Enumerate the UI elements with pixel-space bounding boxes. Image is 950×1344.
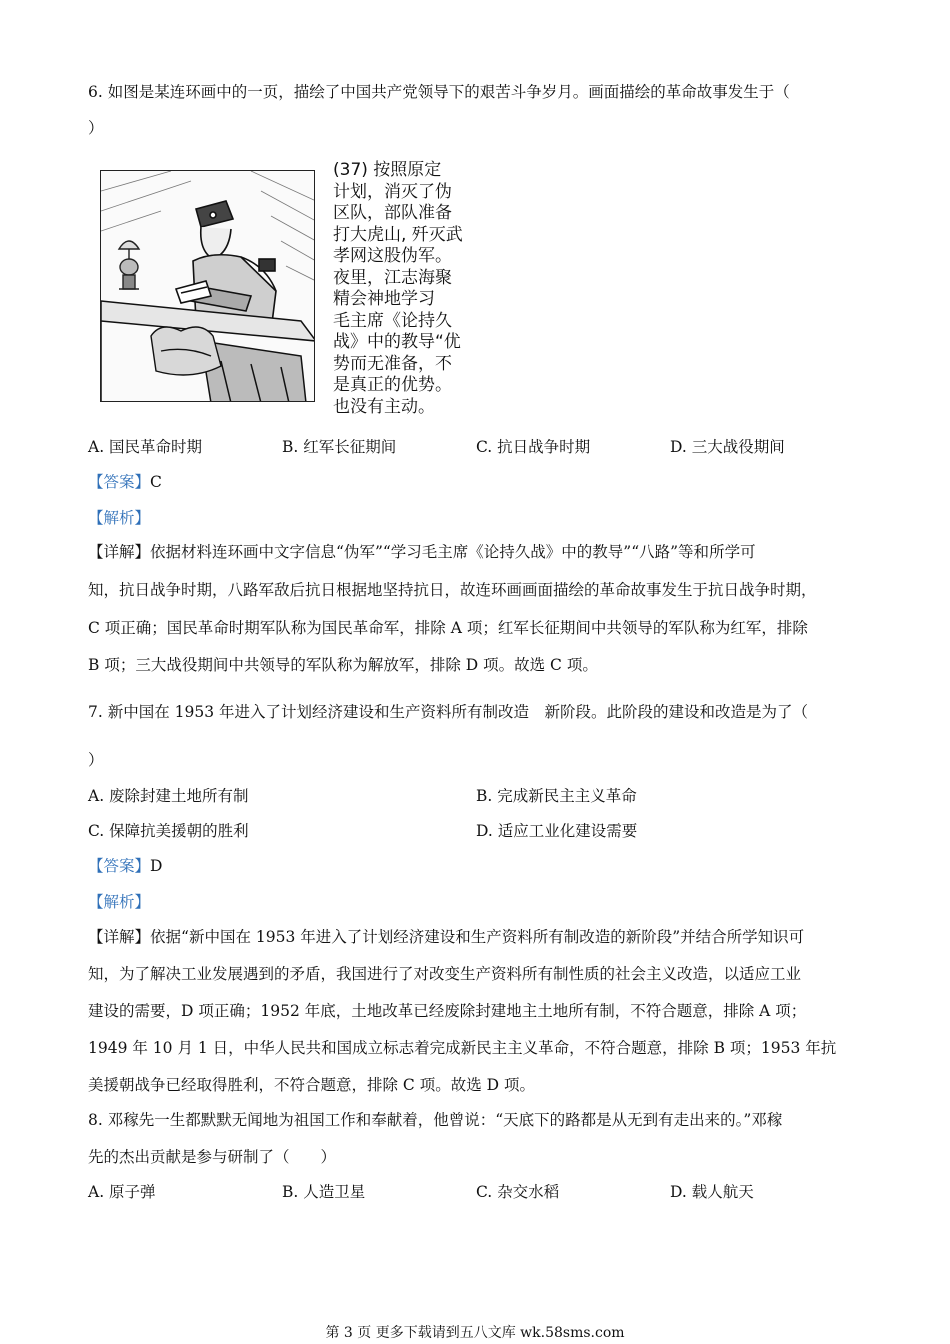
q7-option-c: C. 保障抗美援朝的胜利: [88, 822, 249, 840]
comic-caption: (37) 按照原定 计划，消灭了伪 区队，部队准备 打大虎山, 歼灭武 孝网这股伪军。 夜里，江志海聚 精会神地学习 毛主席《论持久 战》中的教导“优 势而无准备，不 是真正的优势。 也没有主动。: [333, 160, 463, 417]
q7-stem-line-1: 7. 新中国在 1953 年进入了计划经济建设和生产资料所有制改造 新阶段。此阶段的建设和改造是为了（: [88, 703, 809, 721]
q7-option-d: D. 适应工业化建设需要: [476, 822, 638, 840]
q6-detail-line-4: B 项；三大战役期间中共领导的军队称为解放军，排除 D 项。故选 C 项。: [88, 656, 598, 674]
q6-detail-line-1: [88, 542, 756, 562]
q6-detail-line-3: C 项正确；国民革命时期军队称为国民革命军，排除 A 项；红军长征期间中共领导的军队称为红军，排除: [88, 619, 808, 637]
q8-stem-line-1: 8. 邓稼先一生都默默无闻地为祖国工作和奉献着，他曾说：“天底下的路都是从无到有走出来的。”邓稼: [88, 1111, 783, 1129]
detail-text: 依据“新中国在 1953 年进入了计划经济建设和生产资料所有制改造的新阶段”并结合所学知识可: [150, 928, 805, 946]
answer-value: C: [150, 473, 162, 491]
q8-option-a: A. 原子弹: [88, 1183, 156, 1201]
q7-detail-line-3: 建设的需要，D 项正确；1952 年底，土地改革已经废除封建地主土地所有制，不符合题意，排除 A 项；: [88, 1002, 807, 1020]
q7-detail-line-1: [88, 927, 804, 947]
q8-option-c: C. 杂交水稻: [476, 1183, 560, 1201]
q8-option-b: B. 人造卫星: [282, 1183, 366, 1201]
comic-illustration: [100, 170, 315, 402]
q6-option-b: B. 红军长征期间: [282, 438, 397, 456]
q7-answer: [88, 856, 162, 876]
q6-stem-line-2: ）: [88, 119, 104, 137]
q7-detail-line-4: 1949 年 10 月 1 日，中华人民共和国成立标志着完成新民主主义革命，不符合题意，排除 B 项；1953 年抗: [88, 1039, 837, 1057]
q6-detail-line-2: 知，抗日战争时期，八路军敌后抗日根据地坚持抗日，故连环画画面描绘的革命故事发生于抗日战争时期，: [88, 581, 817, 599]
q7-detail-line-2: 知，为了解决工业发展遇到的矛盾，我国进行了对改变生产资料所有制性质的社会主义改造，以适应工业: [88, 965, 802, 983]
answer-tag: 【答案】: [88, 473, 151, 491]
q7-stem-line-2: ）: [88, 751, 104, 769]
q7-analysis-tag: 【解析】: [88, 893, 151, 911]
q8-option-d: D. 载人航天: [670, 1183, 754, 1201]
page-footer: 第 3 页 更多下载请到五八文库 wk.58sms.com: [325, 1325, 625, 1341]
detail-tag: 【详解】: [88, 928, 151, 946]
q8-stem-line-2: 先的杰出贡献是参与研制了（ ）: [88, 1148, 337, 1166]
q6-option-d: D. 三大战役期间: [670, 438, 785, 456]
q6-option-c: C. 抗日战争时期: [476, 438, 591, 456]
q7-option-b: B. 完成新民主主义革命: [476, 787, 637, 805]
q6-option-a: A. 国民革命时期: [88, 438, 203, 456]
q6-answer: [88, 472, 162, 492]
q7-option-a: A. 废除封建土地所有制: [88, 787, 249, 805]
q6-analysis-tag: 【解析】: [88, 509, 151, 527]
detail-tag: 【详解】: [88, 543, 151, 561]
q7-detail-line-5: 美援朝战争已经取得胜利，不符合题意，排除 C 项。故选 D 项。: [88, 1076, 535, 1094]
answer-value: D: [150, 857, 163, 875]
q6-stem-line-1: 6. 如图是某连环画中的一页，描绘了中国共产党领导下的艰苦斗争岁月。画面描绘的革命故事发生于（: [88, 83, 790, 101]
detail-text: 依据材料连环画中文字信息“伪军”“学习毛主席《论持久战》中的教导”“八路”等和所学可: [150, 543, 756, 561]
answer-tag: 【答案】: [88, 857, 151, 875]
comic-drawing: [101, 171, 315, 402]
